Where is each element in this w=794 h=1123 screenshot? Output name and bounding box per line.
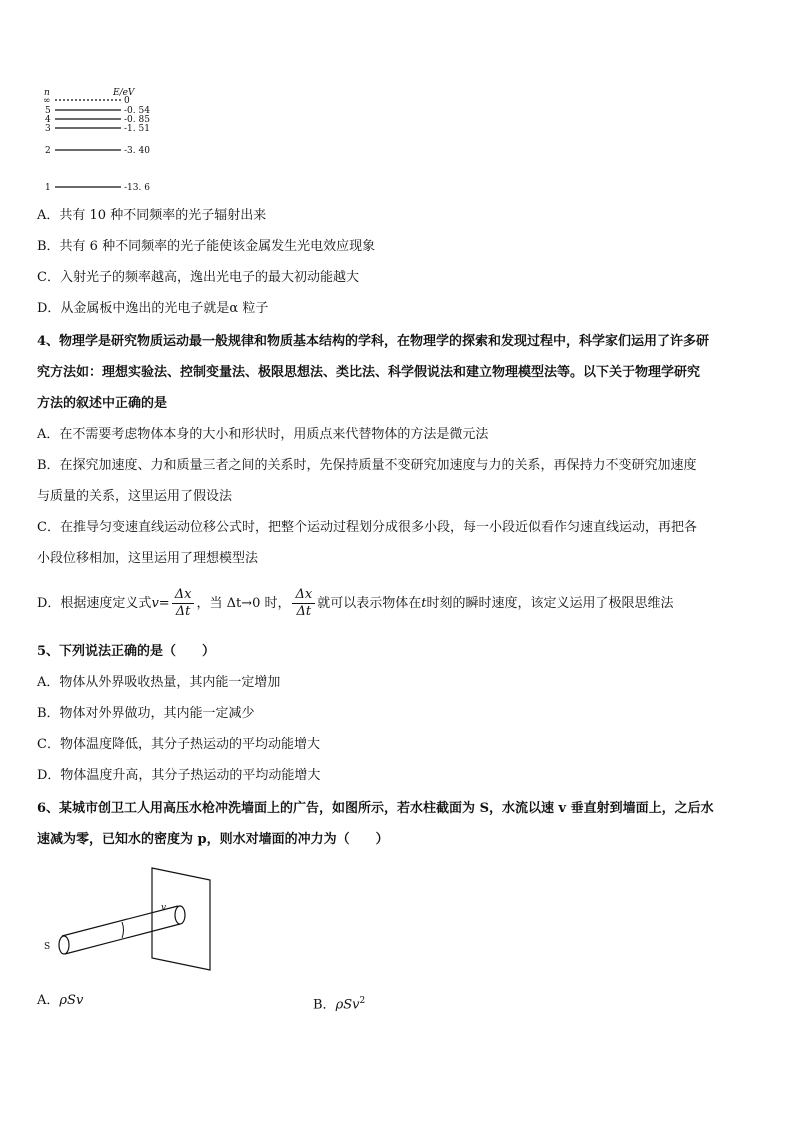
velocity-fraction-1: [172, 587, 195, 620]
level-e-1: -13. 6: [124, 183, 150, 193]
q3-option-b: B．共有 6 种不同频率的光子能使该金属发生光电效应现象: [37, 239, 376, 254]
level-n-5: 5: [45, 106, 51, 116]
water-jet-figure: [30, 862, 230, 972]
fraction-numerator-1: Δx: [172, 587, 195, 604]
q3-option-a: A．共有 10 种不同频率的光子辐射出来: [37, 208, 267, 223]
q6-option-b-exponent: 2: [359, 996, 366, 1006]
q6-option-b: [313, 992, 365, 1014]
q5-option-a: A．物体从外界吸收热量，其内能一定增加: [37, 675, 281, 690]
q5-option-d: D．物体温度升高，其分子热运动的平均动能增大: [37, 768, 321, 783]
time-symbol: t: [421, 596, 427, 611]
level-n-2: 2: [45, 146, 51, 156]
level-e-5: -0. 54: [124, 106, 150, 116]
pipe-end-ellipse: [175, 906, 185, 924]
q4-option-d-text-3: 就可以表示物体在: [317, 596, 422, 611]
q3-option-d: D．从金属板中逸出的光电子就是α 粒子: [37, 301, 269, 316]
q6-option-a: [37, 992, 83, 1010]
q3-option-c: C．入射光子的频率越高，逸出光电子的最大初动能越大: [37, 270, 359, 285]
q6-stem-line-1: 6、某城市创卫工人用高压水枪冲洗墙面上的广告，如图所示，若水柱截面为 S，水流以速 v 垂直射到墙面上，之后水: [37, 801, 714, 816]
level-e-3: -1. 51: [124, 124, 150, 134]
level-e-2: -3. 40: [124, 146, 150, 156]
q5-stem: 5、下列说法正确的是（ ）: [37, 644, 216, 659]
energy-level-diagram: [0, 0, 794, 200]
q4-option-d: [37, 587, 673, 620]
level-e-inf: 0: [124, 96, 130, 106]
q4-option-d-text-2: ，当 Δt→0 时，: [196, 596, 291, 611]
section-mark: [122, 922, 124, 938]
equals-sign: =: [158, 596, 170, 611]
q5-option-c: C．物体温度降低，其分子热运动的平均动能增大: [37, 737, 320, 752]
velocity-label: v: [161, 903, 167, 913]
q4-option-c-line-1: C．在推导匀变速直线运动位移公式时，把整个运动过程划分成很多小段，每一小段近似看作匀速直线运动，再把各: [37, 520, 697, 535]
q4-stem-line-2: 究方法如：理想实验法、控制变量法、极限思想法、类比法、科学假说法和建立物理模型法等。以下关于物理学研究: [37, 365, 701, 380]
pipe-bottom-edge: [65, 924, 180, 954]
q4-option-d-text-1: D．根据速度定义式: [37, 596, 152, 611]
q6-option-b-letter: B．: [313, 997, 336, 1013]
q4-option-a: A．在不需要考虑物体本身的大小和形状时，用质点来代替物体的方法是微元法: [37, 427, 489, 442]
level-n-inf: ∞: [43, 96, 51, 106]
q6-option-a-value: ρSv: [59, 993, 84, 1008]
cross-section-label: S: [44, 942, 51, 952]
q4-option-b-line-2: 与质量的关系，这里运用了假设法: [37, 489, 233, 504]
q4-option-b-line-1: B．在探究加速度、力和质量三者之间的关系时，先保持质量不变研究加速度与力的关系，再保持力不变研究加速度: [37, 458, 697, 473]
q6-stem-line-2: 速减为零，已知水的密度为 p，则水对墙面的冲力为（ ）: [37, 832, 389, 847]
q4-option-c-line-2: 小段位移相加，这里运用了理想模型法: [37, 551, 259, 566]
q5-option-b: B．物体对外界做功，其内能一定减少: [37, 706, 255, 721]
pipe-start-ellipse: [59, 936, 69, 954]
q6-option-a-letter: A．: [37, 993, 60, 1008]
q6-option-b-value: ρSv: [335, 997, 360, 1013]
fraction-numerator-2: Δx: [292, 587, 315, 604]
level-e-4: -0. 85: [124, 115, 150, 125]
velocity-fraction-2: [292, 587, 315, 620]
q4-stem-line-1: 4、物理学是研究物质运动最一般规律和物质基本结构的学科，在物理学的探索和发现过程中，科学家们运用了许多研: [37, 334, 710, 349]
velocity-symbol: v: [151, 596, 159, 611]
fraction-denominator-2: Δt: [296, 604, 312, 619]
fraction-denominator-1: Δt: [175, 604, 191, 619]
level-n-4: 4: [45, 115, 51, 125]
q4-option-d-text-4: 时刻的瞬时速度，该定义运用了极限思维法: [426, 596, 674, 611]
q4-stem-line-3: 方法的叙述中正确的是: [37, 396, 168, 411]
n-axis-label: n: [44, 88, 50, 98]
level-n-1: 1: [45, 183, 51, 193]
energy-axis-label: E/eV: [113, 88, 135, 98]
wall-plate: [152, 868, 210, 970]
level-n-3: 3: [45, 124, 51, 134]
